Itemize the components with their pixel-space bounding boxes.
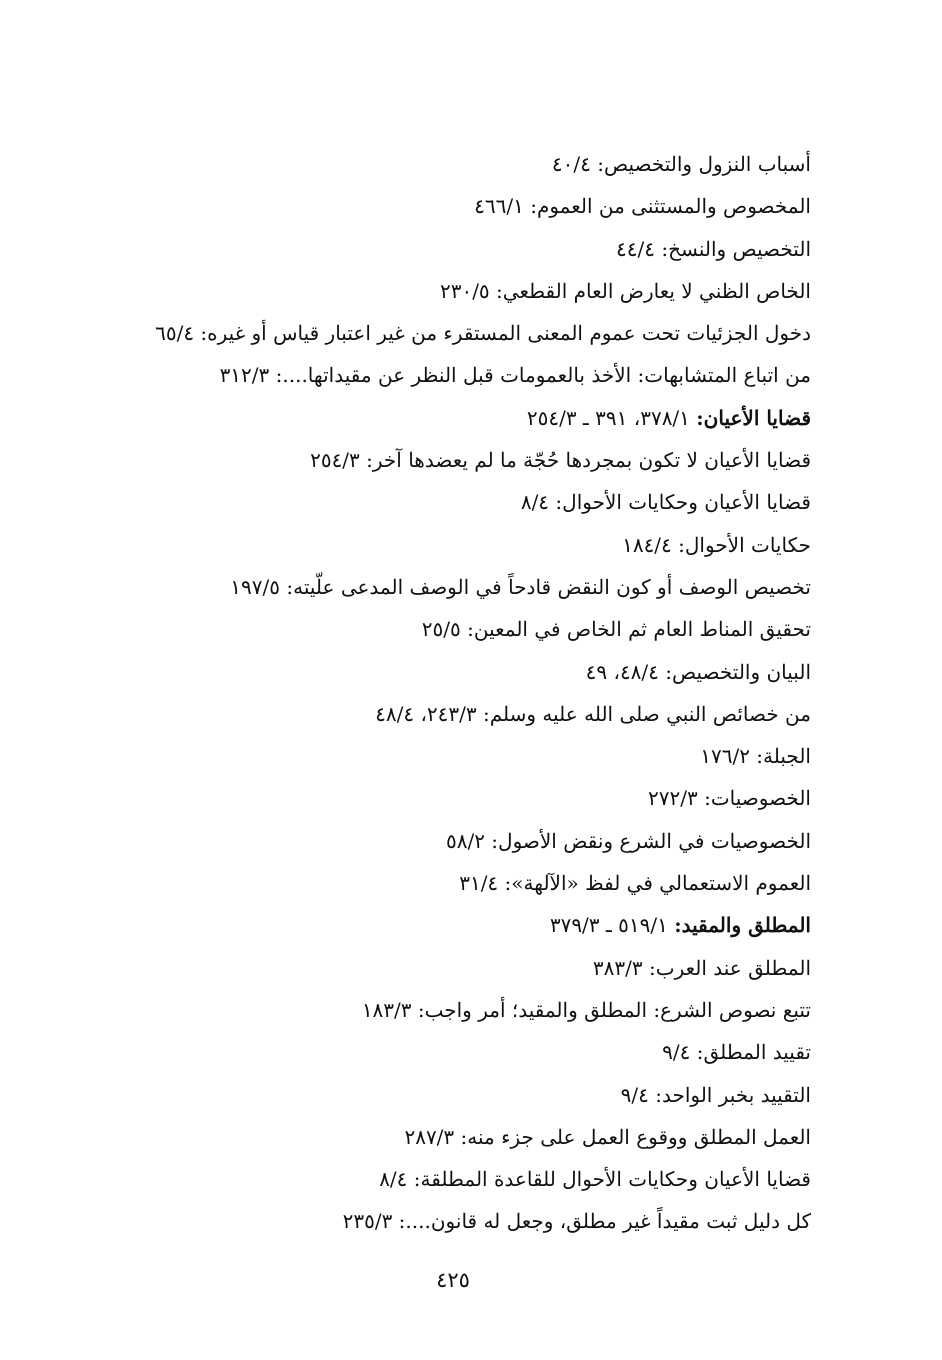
- entry-text: أسباب النزول والتخصيص: ٤٠/٤: [551, 152, 811, 176]
- entry-heading: قضايا الأعيان:: [696, 405, 811, 430]
- entry-text: الخاص الظني لا يعارض العام القطعي: ٢٣٠/٥: [439, 278, 811, 303]
- index-entry: [111, 693, 811, 735]
- index-entry: [111, 1116, 811, 1158]
- entry-text: المخصوص والمستثنى من العموم: ٤٦٦/١: [474, 194, 811, 219]
- index-entry: [111, 777, 811, 819]
- index-entry: [111, 651, 811, 693]
- index-entry: [111, 270, 811, 312]
- entry-text: تحقيق المناط العام ثم الخاص في المعين: ٢٥/٥: [421, 617, 811, 642]
- index-entry: [111, 354, 811, 396]
- entry-text: قضايا الأعيان وحكايات الأحوال للقاعدة المطلقة: ٨/٤: [379, 1167, 811, 1192]
- index-entry: [111, 228, 811, 270]
- index-entry: [111, 862, 811, 904]
- entry-text: البيان والتخصيص: ٤٨/٤، ٤٩: [585, 659, 811, 684]
- entry-text: العمل المطلق ووقوع العمل على جزء منه: ٢٨٧/٣: [404, 1124, 811, 1149]
- index-entry: [111, 735, 811, 777]
- index-entry: [111, 481, 811, 523]
- index-entry: [111, 1200, 811, 1242]
- index-entry: [111, 524, 811, 566]
- index-entry: [111, 143, 811, 185]
- entry-text: الجبلة: ١٧٦/٢: [700, 744, 811, 769]
- entry-heading: المطلق والمقيد:: [674, 913, 811, 938]
- entry-text: من اتباع المتشابهات: الأخذ بالعمومات قبل النظر عن مقيداتها....: ٣١٢/٣: [219, 363, 811, 388]
- entry-text: ٥١٩/١ ـ ٣٧٩/٣: [549, 913, 675, 938]
- entry-text: قضايا الأعيان وحكايات الأحوال: ٨/٤: [520, 490, 811, 515]
- index-entry: [111, 566, 811, 608]
- index-entry: [111, 312, 811, 354]
- entry-text: تقييد المطلق: ٩/٤: [662, 1040, 811, 1065]
- index-entry: [111, 397, 811, 439]
- index-entries: [111, 143, 811, 1243]
- entry-text: الخصوصيات في الشرع ونقض الأصول: ٥٨/٢: [445, 828, 811, 853]
- index-entry: [111, 1031, 811, 1073]
- entry-text: الخصوصيات: ٢٧٢/٣: [648, 786, 811, 811]
- entry-text: العموم الاستعمالي في لفظ «الآلهة»: ٣١/٤: [459, 871, 811, 896]
- index-entry: [111, 820, 811, 862]
- index-entry: [111, 904, 811, 946]
- entry-text: التخصيص والنسخ: ٤٤/٤: [616, 236, 811, 261]
- index-entry: [111, 185, 811, 227]
- entry-text: كل دليل ثبت مقيداً غير مطلق، وجعل له قانون....: ٢٣٥/٣: [342, 1209, 811, 1234]
- entry-text: قضايا الأعيان لا تكون بمجردها حُجّة ما لم يعضدها آخر: ٢٥٤/٣: [310, 448, 811, 473]
- entry-text: تخصيص الوصف أو كون النقض قادحاً في الوصف المدعى علّيته: ١٩٧/٥: [230, 574, 811, 599]
- page-number: ٤٢٥: [436, 1268, 470, 1292]
- entry-text: المطلق عند العرب: ٣٨٣/٣: [592, 955, 811, 980]
- index-entry: [111, 439, 811, 481]
- index-entry: [111, 989, 811, 1031]
- index-entry: [111, 608, 811, 650]
- entry-text: تتبع نصوص الشرع: المطلق والمقيد؛ أمر واجب: ١٨٣/٣: [361, 997, 811, 1022]
- entry-text: التقييد بخبر الواحد: ٩/٤: [620, 1082, 811, 1107]
- entry-text: حكايات الأحوال: ١٨٤/٤: [622, 532, 811, 557]
- index-entry: [111, 947, 811, 989]
- entry-text: ٣٧٨/١، ٣٩١ ـ ٢٥٤/٣: [526, 405, 697, 430]
- entry-text: من خصائص النبي صلى الله عليه وسلم: ٢٤٣/٣، ٤٨/٤: [375, 701, 811, 726]
- index-entry: [111, 1074, 811, 1116]
- index-entry: [111, 1158, 811, 1200]
- entry-text: دخول الجزئيات تحت عموم المعنى المستقرء من غير اعتبار قياس أو غيره: ٦٥/٤: [155, 321, 811, 346]
